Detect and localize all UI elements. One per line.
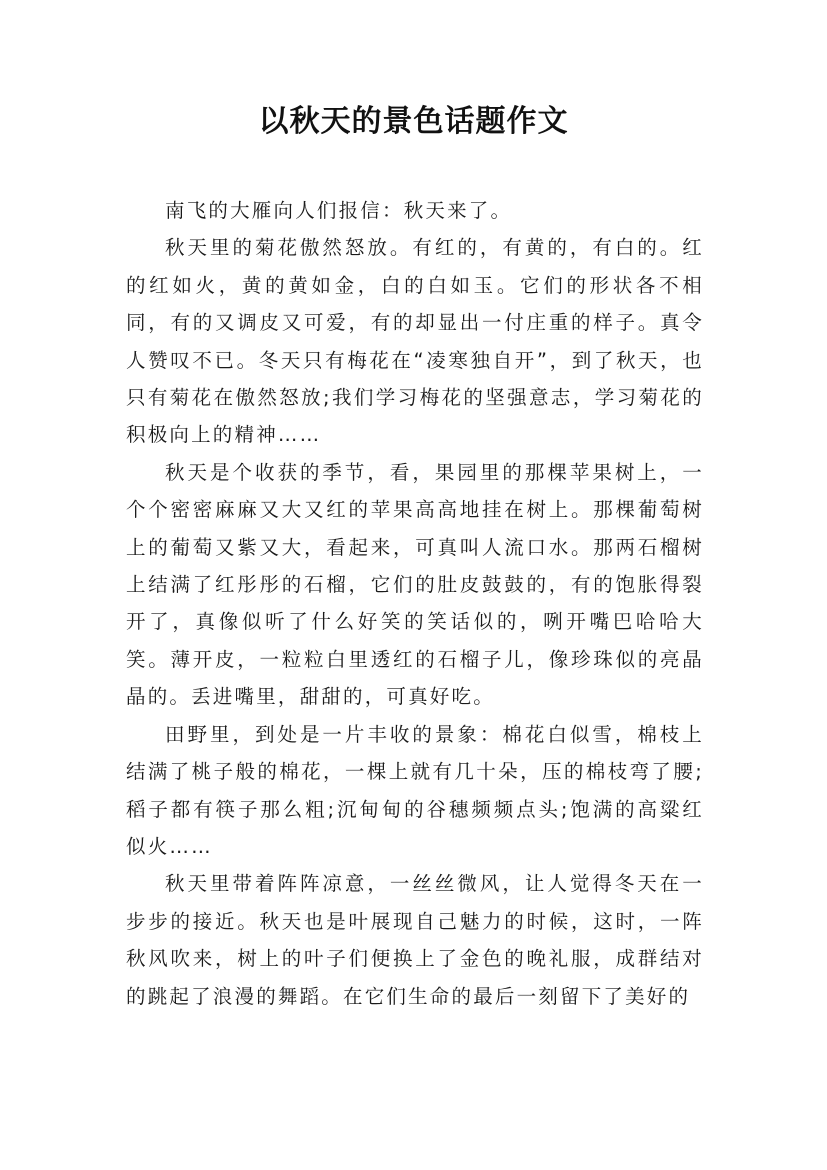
paragraph: 秋天是个收获的季节，看，果园里的那棵苹果树上，一个个密密麻麻又大又红的苹果高高地挂在树上。那棵葡萄树上的葡萄又紫又大，看起来，可真叫人流口水。那两石榴树上结满了红彤彤的石榴，它们的肚皮鼓鼓的，有的饱胀得裂开了，真像似听了什么好笑的笑话似的，咧开嘴巴哈哈大笑。薄开皮，一粒粒白里透红的石榴子儿，像珍珠似的亮晶晶的。丢进嘴里，甜甜的，可真好吃。 xyxy=(126,460,704,709)
paragraph: 田野里，到处是一片丰收的景象：棉花白似雪，棉枝上结满了桃子般的棉花，一棵上就有几十朵，压的棉枝弯了腰;稻子都有筷子那么粗;沉甸甸的谷穗频频点头;饱满的高粱红似火…… xyxy=(126,722,704,858)
document-title: 以秋天的景色话题作文 xyxy=(258,104,569,139)
paragraph: 南飞的大雁向人们报信：秋天来了。 xyxy=(165,199,513,222)
paragraph: 秋天里的菊花傲然怒放。有红的，有黄的，有白的。红的红如火，黄的黄如金，白的白如玉。它们的形状各不相同，有的又调皮又可爱，有的却显出一付庄重的样子。真令人赞叹不已。冬天只有梅花在“凌寒独自开”，到了秋天，也只有菊花在傲然怒放;我们学习梅花的坚强意志，学习菊花的积极向上的精神…… xyxy=(126,236,704,447)
document-body xyxy=(126,192,704,1015)
paragraph: 秋天里带着阵阵凉意，一丝丝微风，让人觉得冬天在一步步的接近。秋天也是叶展现自己魅力的时候，这时，一阵秋风吹来，树上的叶子们便换上了金色的晚礼服，成群结对的跳起了浪漫的舞蹈。在它们生命的最后一刻留下了美好的 xyxy=(126,872,704,1008)
